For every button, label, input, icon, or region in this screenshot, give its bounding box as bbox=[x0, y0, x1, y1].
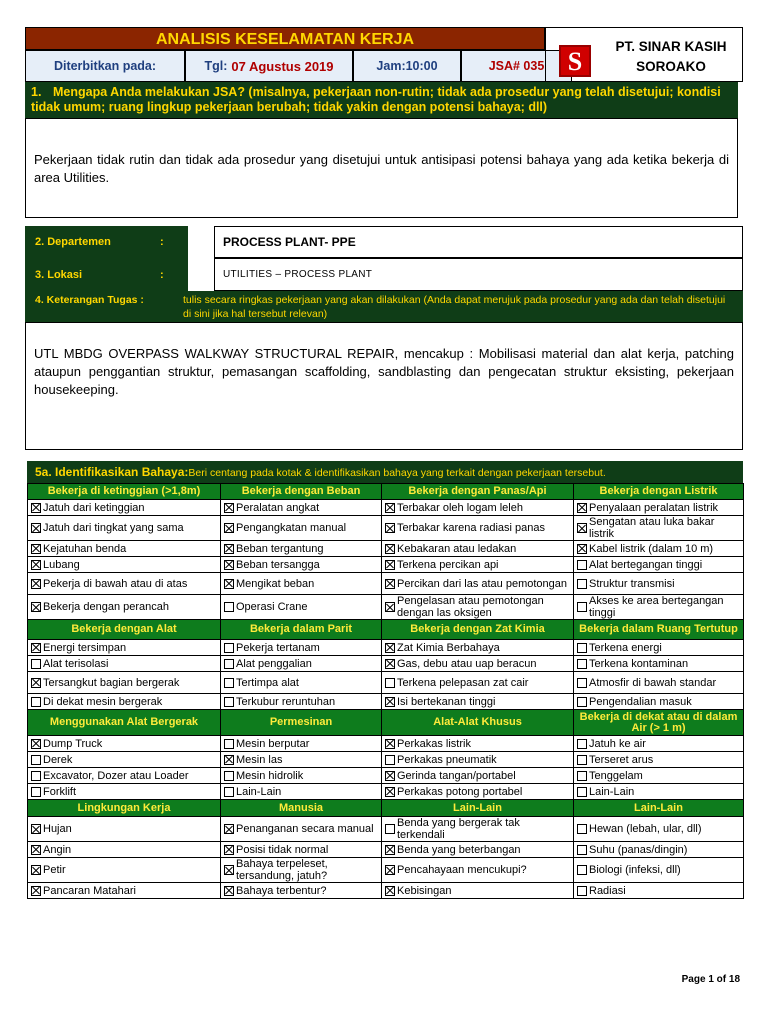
hazard-item-label: Jatuh dari tingkat yang sama bbox=[43, 522, 184, 534]
checked-checkbox[interactable] bbox=[31, 503, 41, 513]
unchecked-checkbox[interactable] bbox=[577, 602, 587, 612]
hazard-row bbox=[28, 883, 744, 899]
task-description: UTL MBDG OVERPASS WALKWAY STRUCTURAL REPAIR, mencakup : Mobilisasi material dan alat kerja, patching ataupun penggantian struktur, pemasangan scaffolding, sandblasting dan pengecatan struktur eksisting, pekerjaan housekeeping. bbox=[25, 322, 743, 450]
hazard-row bbox=[28, 736, 744, 752]
hazard-item-label: Pengendalian masuk bbox=[589, 695, 692, 708]
unchecked-checkbox[interactable] bbox=[385, 755, 395, 765]
hazard-item bbox=[28, 516, 221, 541]
hazard-item-label: Mesin hidrolik bbox=[236, 769, 304, 782]
checked-checkbox[interactable] bbox=[577, 503, 587, 513]
hazard-item bbox=[382, 883, 574, 899]
issued-label: Diterbitkan pada: bbox=[25, 50, 185, 82]
hazard-item-label: Kebisingan bbox=[397, 884, 452, 897]
hazard-item-label: Peralatan angkat bbox=[236, 501, 320, 514]
lokasi-value: UTILITIES – PROCESS PLANT bbox=[214, 258, 743, 291]
hazard-item bbox=[221, 817, 382, 842]
hazard-item-label: Alat terisolasi bbox=[43, 657, 109, 670]
checked-checkbox[interactable] bbox=[224, 560, 234, 570]
unchecked-checkbox[interactable] bbox=[224, 697, 234, 707]
hazard-item bbox=[28, 817, 221, 842]
hazard-row bbox=[28, 640, 744, 656]
hazard-item-label: Petir bbox=[43, 864, 66, 876]
lokasi-label: 3. Lokasi : bbox=[25, 258, 188, 291]
hazard-item bbox=[28, 883, 221, 899]
hazard-item bbox=[221, 883, 382, 899]
hazard-item-label: Benda yang bergerak tak terkendali bbox=[397, 817, 520, 841]
task-label: 4. Keterangan Tugas : bbox=[35, 294, 144, 306]
hazard-item bbox=[382, 768, 574, 784]
unchecked-checkbox[interactable] bbox=[31, 755, 41, 765]
hazard-item bbox=[28, 573, 221, 595]
checked-checkbox[interactable] bbox=[31, 602, 41, 612]
checked-checkbox[interactable] bbox=[31, 845, 41, 855]
hazard-item bbox=[28, 736, 221, 752]
unchecked-checkbox[interactable] bbox=[577, 739, 587, 749]
unchecked-checkbox[interactable] bbox=[224, 659, 234, 669]
hazard-row bbox=[28, 557, 744, 573]
hazard-item bbox=[382, 694, 574, 710]
hazard-item-label: Terkena kontaminan bbox=[589, 657, 689, 670]
hazard-item bbox=[382, 541, 574, 557]
hazard-item-label: Tenggelam bbox=[589, 769, 643, 782]
hazard-item bbox=[221, 595, 382, 620]
hazard-row bbox=[28, 858, 744, 883]
unchecked-checkbox[interactable] bbox=[224, 678, 234, 688]
checked-checkbox[interactable] bbox=[385, 602, 395, 612]
hazard-category-header: Manusia bbox=[221, 800, 382, 817]
hazard-identification-band bbox=[27, 461, 743, 483]
checked-checkbox[interactable] bbox=[31, 824, 41, 834]
hazard-item bbox=[28, 784, 221, 800]
unchecked-checkbox[interactable] bbox=[577, 579, 587, 589]
hazard-row bbox=[28, 516, 744, 541]
checked-checkbox[interactable] bbox=[385, 787, 395, 797]
task-note: tulis secara ringkas pekerjaan yang akan dilakukan (Anda dapat merujuk pada prosedur yang ada dan telah disetujui di sini jika hal tersebut relevan) bbox=[183, 294, 726, 320]
hazard-item bbox=[28, 858, 221, 883]
hazard-item-label: Pekerja tertanam bbox=[236, 641, 320, 654]
hazard-item-label: Perkakas listrik bbox=[397, 737, 471, 750]
hazard-category-header: Permesinan bbox=[221, 710, 382, 736]
hazard-category-header: Lain-Lain bbox=[382, 800, 574, 817]
unchecked-checkbox[interactable] bbox=[577, 678, 587, 688]
departemen-label: 2. Departemen : bbox=[25, 226, 188, 258]
hazard-item-label: Perkakas pneumatik bbox=[397, 753, 497, 766]
hazard-item-label: Isi bertekanan tinggi bbox=[397, 695, 496, 708]
checked-checkbox[interactable] bbox=[385, 771, 395, 781]
hazard-item-label: Terkubur reruntuhan bbox=[236, 695, 336, 708]
hazard-item bbox=[382, 858, 574, 883]
hazard-item-label: Gerinda tangan/portabel bbox=[397, 769, 516, 782]
hazard-item-label: Mengikat beban bbox=[236, 577, 315, 590]
hazard-item bbox=[28, 640, 221, 656]
checked-checkbox[interactable] bbox=[31, 560, 41, 570]
checked-checkbox[interactable] bbox=[224, 503, 234, 513]
hazard-item bbox=[221, 842, 382, 858]
checked-checkbox[interactable] bbox=[385, 643, 395, 653]
hazard-item bbox=[382, 573, 574, 595]
unchecked-checkbox[interactable] bbox=[31, 787, 41, 797]
hazard-item-label: Perkakas potong portabel bbox=[397, 785, 523, 798]
unchecked-checkbox[interactable] bbox=[224, 643, 234, 653]
hazard-item bbox=[574, 768, 744, 784]
date-value: 07 Agustus 2019 bbox=[231, 58, 334, 74]
hazard-header-row bbox=[28, 800, 744, 817]
hazard-item-label: Forklift bbox=[43, 785, 76, 798]
unchecked-checkbox[interactable] bbox=[577, 787, 587, 797]
hazard-item-label: Lain-Lain bbox=[589, 785, 635, 798]
hazard-item-label: Struktur transmisi bbox=[589, 577, 675, 590]
hazard-category-header: Bekerja dengan Beban bbox=[221, 484, 382, 500]
hazard-item-label: Alat bertegangan tinggi bbox=[589, 558, 703, 571]
hazard-item bbox=[28, 672, 221, 694]
hazard-item bbox=[574, 573, 744, 595]
hazard-category-header: Alat-Alat Khusus bbox=[382, 710, 574, 736]
unchecked-checkbox[interactable] bbox=[224, 771, 234, 781]
hazard-item-label: Penanganan secara manual bbox=[236, 823, 374, 835]
hazard-category-header: Bekerja di ketinggian (>1,8m) bbox=[28, 484, 221, 500]
unchecked-checkbox[interactable] bbox=[31, 659, 41, 669]
hazard-item-label: Operasi Crane bbox=[236, 601, 308, 613]
hazard-item bbox=[574, 694, 744, 710]
unchecked-checkbox[interactable] bbox=[385, 824, 395, 834]
question-1-answer: Pekerjaan tidak rutin dan tidak ada prosedur yang disetujui untuk antisipasi potensi bahaya yang ada ketika bekerja di area Utilities. bbox=[25, 118, 738, 218]
hazard-item bbox=[574, 817, 744, 842]
checked-checkbox[interactable] bbox=[31, 865, 41, 875]
hazard-category-header: Lain-Lain bbox=[574, 800, 744, 817]
hazard-item bbox=[221, 858, 382, 883]
unchecked-checkbox[interactable] bbox=[577, 643, 587, 653]
hazard-item bbox=[382, 500, 574, 516]
hazard-item bbox=[221, 640, 382, 656]
page-number: Page 1 of 18 bbox=[681, 974, 740, 985]
departemen-value: PROCESS PLANT- PPE bbox=[214, 226, 743, 258]
hazard-item-label: Percikan dari las atau pemotongan bbox=[397, 577, 567, 590]
hazard-item-label: Zat Kimia Berbahaya bbox=[397, 641, 500, 654]
hazard-item bbox=[221, 656, 382, 672]
hazard-item bbox=[574, 557, 744, 573]
issue-time: Jam:10:00 bbox=[353, 50, 461, 82]
hazard-item bbox=[28, 752, 221, 768]
checked-checkbox[interactable] bbox=[385, 865, 395, 875]
hazard-item bbox=[574, 640, 744, 656]
checked-checkbox[interactable] bbox=[385, 523, 395, 533]
hazard-item-label: Pengelasan atau pemotongan dengan las oksigen bbox=[397, 595, 544, 619]
hazard-item-label: Akses ke area bertegangan tinggi bbox=[589, 595, 724, 619]
hazard-row bbox=[28, 768, 744, 784]
checked-checkbox[interactable] bbox=[577, 544, 587, 554]
hazard-item bbox=[382, 640, 574, 656]
hazard-item-label: Sengatan atau luka bakar listrik bbox=[589, 516, 715, 540]
hazard-item bbox=[574, 656, 744, 672]
hazard-item bbox=[574, 883, 744, 899]
checked-checkbox[interactable] bbox=[385, 503, 395, 513]
hazard-item-label: Penyalaan peralatan listrik bbox=[589, 501, 719, 514]
checked-checkbox[interactable] bbox=[224, 865, 234, 875]
hazard-item-label: Terbakar oleh logam leleh bbox=[397, 501, 523, 514]
checked-checkbox[interactable] bbox=[31, 523, 41, 533]
hazard-item bbox=[382, 752, 574, 768]
unchecked-checkbox[interactable] bbox=[577, 659, 587, 669]
hazard-item-label: Bahaya terbentur? bbox=[236, 884, 327, 897]
hazard-item bbox=[574, 541, 744, 557]
unchecked-checkbox[interactable] bbox=[224, 787, 234, 797]
checked-checkbox[interactable] bbox=[385, 579, 395, 589]
hazard-item bbox=[574, 672, 744, 694]
unchecked-checkbox[interactable] bbox=[385, 678, 395, 688]
hazard-category-header: Bekerja dengan Panas/Api bbox=[382, 484, 574, 500]
hazard-category-header: Bekerja dalam Parit bbox=[221, 620, 382, 640]
unchecked-checkbox[interactable] bbox=[577, 560, 587, 570]
hazard-table bbox=[27, 483, 744, 899]
hazard-item bbox=[28, 842, 221, 858]
hazard-item-label: Dump Truck bbox=[43, 737, 103, 750]
hazard-item-label: Lain-Lain bbox=[236, 785, 282, 798]
hazard-row bbox=[28, 672, 744, 694]
unchecked-checkbox[interactable] bbox=[577, 886, 587, 896]
hazard-item-label: Jatuh ke air bbox=[589, 737, 646, 750]
checked-checkbox[interactable] bbox=[31, 739, 41, 749]
hazard-header-row bbox=[28, 710, 744, 736]
company-logo-icon: S bbox=[559, 45, 591, 77]
hazard-item bbox=[221, 573, 382, 595]
hazard-note: Beri centang pada kotak & identifikasikan bahaya yang terkait dengan pekerjaan tersebut. bbox=[188, 467, 606, 479]
hazard-item-label: Energi tersimpan bbox=[43, 641, 127, 654]
hazard-row bbox=[28, 694, 744, 710]
hazard-item bbox=[574, 784, 744, 800]
hazard-row bbox=[28, 784, 744, 800]
hazard-item-label: Pencahayaan mencukupi? bbox=[397, 864, 527, 876]
hazard-row bbox=[28, 595, 744, 620]
question-1-text: Mengapa Anda melakukan JSA? (misalnya, pekerjaan non-rutin; tidak ada prosedur yang telah disetujui; kondisi tidak umum; ruang lingkup pekerjaan berubah; tidak yakin dengan potensi bahaya; dll) bbox=[31, 85, 721, 114]
unchecked-checkbox[interactable] bbox=[577, 824, 587, 834]
hazard-item-label: Excavator, Dozer atau Loader bbox=[43, 769, 189, 782]
hazard-item bbox=[382, 817, 574, 842]
hazard-item-label: Suhu (panas/dingin) bbox=[589, 843, 688, 856]
hazard-item-label: Posisi tidak normal bbox=[236, 843, 329, 856]
company-name bbox=[598, 37, 744, 77]
hazard-item-label: Bahaya terpeleset, tersandung, jatuh? bbox=[236, 858, 328, 882]
checked-checkbox[interactable] bbox=[385, 886, 395, 896]
hazard-item-label: Terkena pelepasan zat cair bbox=[397, 676, 529, 689]
hazard-item bbox=[574, 595, 744, 620]
hazard-item bbox=[221, 752, 382, 768]
hazard-row bbox=[28, 541, 744, 557]
hazard-item-label: Derek bbox=[43, 753, 73, 766]
hazard-item-label: Bekerja dengan perancah bbox=[43, 601, 169, 613]
hazard-category-header: Bekerja dengan Zat Kimia bbox=[382, 620, 574, 640]
hazard-item bbox=[382, 736, 574, 752]
hazard-item-label: Atmosfir di bawah standar bbox=[589, 676, 717, 689]
hazard-item bbox=[382, 672, 574, 694]
hazard-row bbox=[28, 842, 744, 858]
unchecked-checkbox[interactable] bbox=[577, 771, 587, 781]
hazard-item-label: Mesin las bbox=[236, 753, 283, 766]
lokasi-row bbox=[25, 258, 743, 291]
company-line1: PT. SINAR KASIH bbox=[615, 39, 727, 54]
checked-checkbox[interactable] bbox=[385, 697, 395, 707]
hazard-item-label: Hewan (lebah, ular, dll) bbox=[589, 823, 702, 835]
jsa-number: JSA# 035 bbox=[461, 50, 572, 82]
hazard-item-label: Terbakar karena radiasi panas bbox=[397, 522, 545, 534]
hazard-category-header: Bekerja dalam Ruang Tertutup bbox=[574, 620, 744, 640]
hazard-item-label: Terseret arus bbox=[589, 753, 654, 766]
company-line2: SOROAKO bbox=[636, 59, 706, 74]
checked-checkbox[interactable] bbox=[385, 845, 395, 855]
unchecked-checkbox[interactable] bbox=[577, 865, 587, 875]
hazard-item bbox=[382, 842, 574, 858]
hazard-row bbox=[28, 500, 744, 516]
hazard-item-label: Hujan bbox=[43, 823, 72, 835]
hazard-item bbox=[574, 858, 744, 883]
checked-checkbox[interactable] bbox=[385, 659, 395, 669]
hazard-row bbox=[28, 656, 744, 672]
hazard-item bbox=[28, 500, 221, 516]
unchecked-checkbox[interactable] bbox=[577, 755, 587, 765]
hazard-item-label: Benda yang beterbangan bbox=[397, 843, 521, 856]
hazard-item bbox=[382, 784, 574, 800]
hazard-item-label: Lubang bbox=[43, 558, 80, 571]
hazard-row bbox=[28, 573, 744, 595]
hazard-item bbox=[28, 557, 221, 573]
checked-checkbox[interactable] bbox=[385, 560, 395, 570]
hazard-item-label: Tertimpa alat bbox=[236, 676, 299, 689]
checked-checkbox[interactable] bbox=[31, 643, 41, 653]
checked-checkbox[interactable] bbox=[224, 845, 234, 855]
hazard-category-header: Menggunakan Alat Bergerak bbox=[28, 710, 221, 736]
hazard-item bbox=[28, 768, 221, 784]
checked-checkbox[interactable] bbox=[385, 544, 395, 554]
hazard-row bbox=[28, 752, 744, 768]
hazard-item bbox=[221, 557, 382, 573]
hazard-item bbox=[221, 736, 382, 752]
hazard-item-label: Pancaran Matahari bbox=[43, 884, 136, 897]
checked-checkbox[interactable] bbox=[224, 886, 234, 896]
hazard-item bbox=[574, 516, 744, 541]
hazard-row bbox=[28, 817, 744, 842]
hazard-category-header: Lingkungan Kerja bbox=[28, 800, 221, 817]
hazard-item bbox=[221, 784, 382, 800]
hazard-item-label: Biologi (infeksi, dll) bbox=[589, 864, 681, 876]
hazard-item-label: Mesin berputar bbox=[236, 737, 310, 750]
hazard-item-label: Pengangkatan manual bbox=[236, 522, 347, 534]
question-1-number: 1. bbox=[31, 85, 42, 99]
company-block bbox=[545, 27, 743, 82]
hazard-category-header: Bekerja dengan Alat bbox=[28, 620, 221, 640]
hazard-item bbox=[28, 656, 221, 672]
unchecked-checkbox[interactable] bbox=[577, 697, 587, 707]
hazard-category-header: Bekerja dengan Listrik bbox=[574, 484, 744, 500]
document-title: ANALISIS KESELAMATAN KERJA bbox=[25, 27, 545, 50]
hazard-item bbox=[382, 656, 574, 672]
hazard-title: 5a. Identifikasikan Bahaya: bbox=[35, 465, 189, 479]
checked-checkbox[interactable] bbox=[224, 544, 234, 554]
hazard-item bbox=[574, 500, 744, 516]
hazard-item-label: Beban tergantung bbox=[236, 542, 324, 555]
task-description-band bbox=[25, 291, 743, 322]
issue-date bbox=[185, 50, 353, 82]
departemen-row bbox=[25, 226, 743, 258]
hazard-item bbox=[221, 516, 382, 541]
hazard-item-label: Alat penggalian bbox=[236, 657, 312, 670]
hazard-item bbox=[221, 672, 382, 694]
hazard-item bbox=[382, 595, 574, 620]
hazard-item-label: Di dekat mesin bergerak bbox=[43, 695, 163, 708]
checked-checkbox[interactable] bbox=[224, 523, 234, 533]
unchecked-checkbox[interactable] bbox=[224, 602, 234, 612]
hazard-item bbox=[382, 516, 574, 541]
hazard-item-label: Angin bbox=[43, 843, 72, 856]
hazard-header-row bbox=[28, 620, 744, 640]
hazard-item bbox=[28, 541, 221, 557]
hazard-item-label: Tersangkut bagian bergerak bbox=[43, 676, 180, 689]
date-label: Tgl: bbox=[204, 59, 228, 73]
checked-checkbox[interactable] bbox=[224, 824, 234, 834]
checked-checkbox[interactable] bbox=[31, 678, 41, 688]
hazard-item-label: Kejatuhan benda bbox=[43, 542, 127, 555]
question-1-band bbox=[25, 82, 738, 118]
hazard-item bbox=[574, 842, 744, 858]
hazard-item-label: Beban tersangga bbox=[236, 558, 320, 571]
hazard-item bbox=[574, 752, 744, 768]
hazard-item-label: Pekerja di bawah atau di atas bbox=[43, 577, 188, 590]
hazard-item bbox=[221, 500, 382, 516]
checked-checkbox[interactable] bbox=[224, 755, 234, 765]
unchecked-checkbox[interactable] bbox=[31, 771, 41, 781]
hazard-item-label: Terkena percikan api bbox=[397, 558, 499, 571]
checked-checkbox[interactable] bbox=[31, 886, 41, 896]
hazard-item bbox=[221, 541, 382, 557]
hazard-item bbox=[382, 557, 574, 573]
checked-checkbox[interactable] bbox=[31, 579, 41, 589]
hazard-item bbox=[28, 694, 221, 710]
hazard-item-label: Jatuh dari ketinggian bbox=[43, 501, 145, 514]
hazard-category-header: Bekerja di dekat atau di dalam Air (> 1 m) bbox=[574, 710, 744, 736]
hazard-item bbox=[574, 736, 744, 752]
hazard-item-label: Kebakaran atau ledakan bbox=[397, 542, 517, 555]
checked-checkbox[interactable] bbox=[31, 544, 41, 554]
hazard-item-label: Terkena energi bbox=[589, 641, 662, 654]
checked-checkbox[interactable] bbox=[385, 739, 395, 749]
hazard-item-label: Radiasi bbox=[589, 884, 626, 897]
checked-checkbox[interactable] bbox=[224, 579, 234, 589]
hazard-item-label: Kabel listrik (dalam 10 m) bbox=[589, 542, 714, 555]
unchecked-checkbox[interactable] bbox=[224, 739, 234, 749]
hazard-item bbox=[221, 694, 382, 710]
unchecked-checkbox[interactable] bbox=[31, 697, 41, 707]
issue-info-row bbox=[25, 50, 545, 82]
unchecked-checkbox[interactable] bbox=[577, 845, 587, 855]
hazard-item bbox=[28, 595, 221, 620]
checked-checkbox[interactable] bbox=[577, 523, 587, 533]
hazard-item-label: Gas, debu atau uap beracun bbox=[397, 657, 537, 670]
hazard-item bbox=[221, 768, 382, 784]
hazard-header-row bbox=[28, 484, 744, 500]
